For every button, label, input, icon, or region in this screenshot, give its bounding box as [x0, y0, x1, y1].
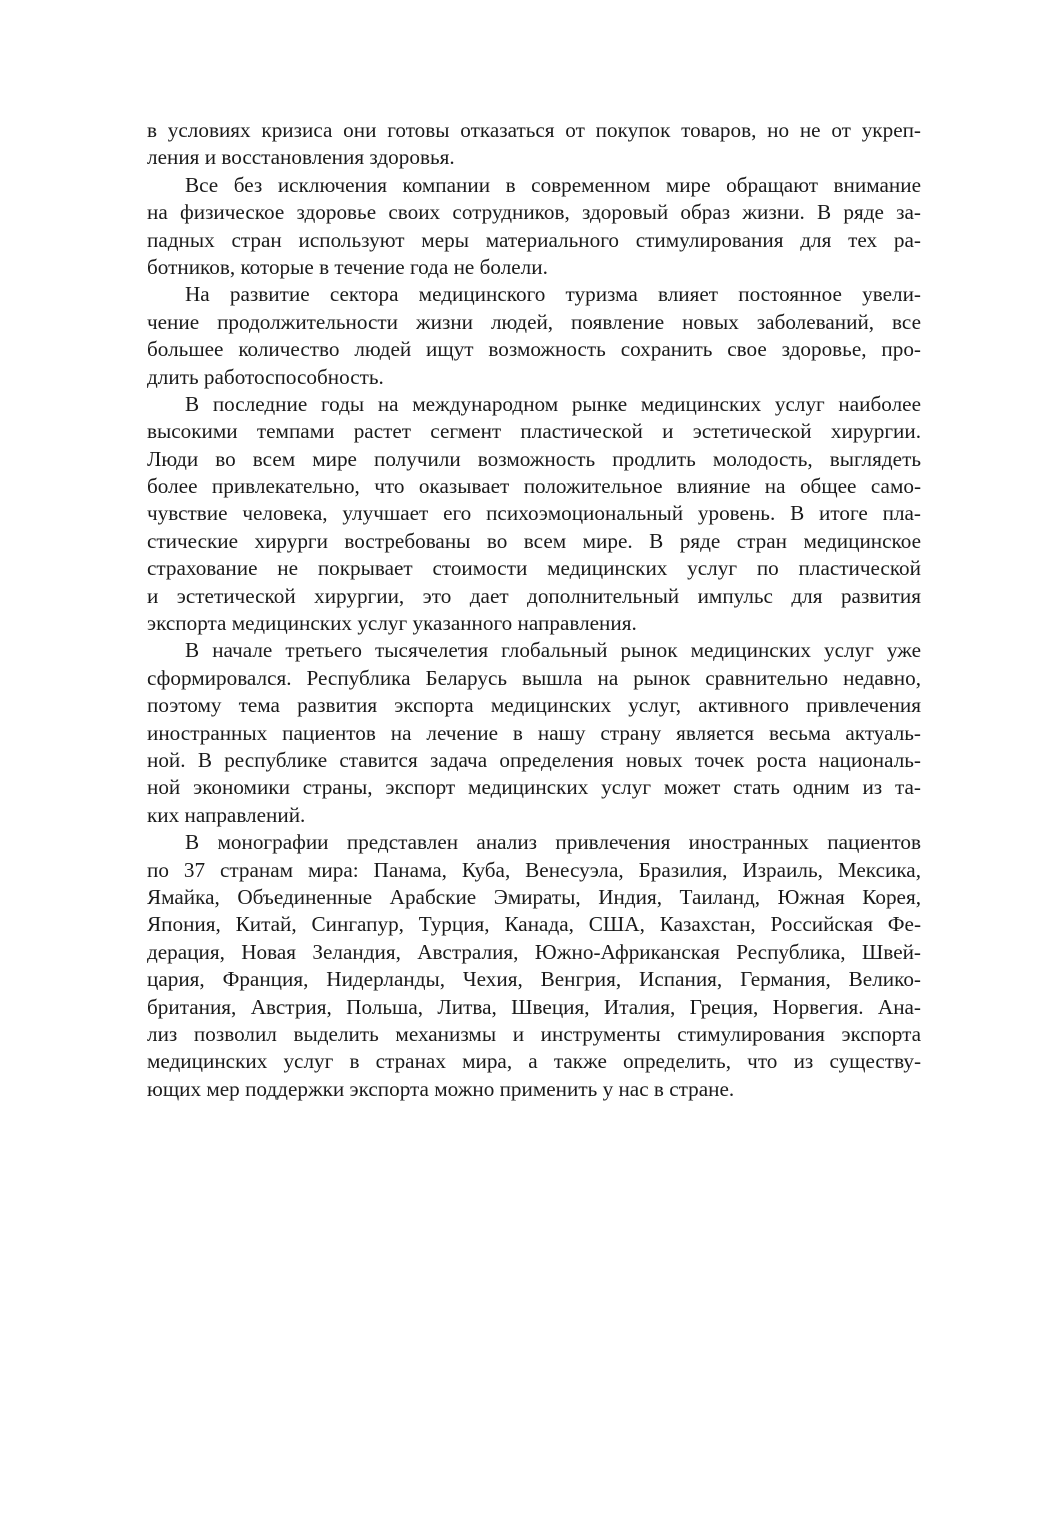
text-line: большее количество людей ищут возможность сохранить свое здоровье, про- — [147, 337, 921, 362]
text-line: чувствие человека, улучшает его психоэмоциональный уровень. В итоге пла- — [147, 501, 921, 526]
text-line: в условиях кризиса они готовы отказаться от покупок товаров, но не от укреп- — [147, 118, 921, 142]
paragraph-4 — [147, 391, 921, 638]
text-line: ной экономики страны, экспорт медицинских услуг может стать одним из та- — [147, 775, 921, 800]
document-page — [147, 117, 921, 1103]
text-line: ботников, которые в течение года не болели. — [147, 254, 548, 279]
text-line: и эстетической хирургии, это дает дополнительный импульс для развития — [147, 583, 921, 608]
text-line: ющих мер поддержки экспорта можно применить у нас в стране. — [147, 1076, 735, 1101]
text-line: на физическое здоровье своих сотрудников, здоровый образ жизни. В ряде за- — [147, 200, 921, 225]
text-line: ких направлений. — [147, 802, 306, 827]
text-line: В последние годы на международном рынке медицинских услуг наиболее — [185, 391, 921, 416]
text-line: В монографии представлен анализ привлечения иностранных пациентов — [185, 830, 921, 855]
text-line: сформировался. Республика Беларусь вышла на рынок сравнительно недавно, — [147, 665, 921, 690]
text-line: длить работоспособность. — [147, 364, 384, 389]
text-line: британия, Австрия, Польша, Литва, Швеция, Италия, Греция, Норвегия. Ана- — [147, 994, 921, 1019]
text-line: цария, Франция, Нидерланды, Чехия, Венгрия, Испания, Германия, Велико- — [147, 967, 921, 992]
text-line: по 37 странам мира: Панама, Куба, Венесуэла, Бразилия, Израиль, Мексика, — [147, 857, 921, 882]
text-line: На развитие сектора медицинского туризма влияет постоянное увели- — [185, 282, 921, 307]
text-line: дерация, Новая Зеландия, Австралия, Южно-Африканская Республика, Швей- — [147, 939, 921, 964]
text-line: иностранных пациентов на лечение в нашу страну является весьма актуаль- — [147, 720, 921, 745]
text-line: Все без исключения компании в современном мире обращают внимание — [185, 172, 921, 197]
text-line: экспорта медицинских услуг указанного направления. — [147, 611, 637, 636]
text-line: медицинских услуг в странах мира, а также определить, что из существу- — [147, 1049, 921, 1074]
paragraph-1 — [147, 117, 921, 172]
text-line: Япония, Китай, Сингапур, Турция, Канада, США, Казахстан, Российская Фе- — [147, 912, 921, 937]
text-line: поэтому тема развития экспорта медицинских услуг, активного привлечения — [147, 693, 921, 718]
text-line: стические хирурги востребованы во всем мире. В ряде стран медицинское — [147, 528, 921, 553]
text-line: страхование не покрывает стоимости медицинских услуг по пластической — [147, 556, 921, 581]
text-line: падных стран используют меры материального стимулирования для тех ра- — [147, 227, 921, 252]
text-line: В начале третьего тысячелетия глобальный рынок медицинских услуг уже — [185, 638, 921, 663]
text-line: ления и восстановления здоровья. — [147, 145, 455, 170]
paragraph-3 — [147, 281, 921, 391]
paragraph-2 — [147, 172, 921, 282]
text-line: Люди во всем мире получили возможность продлить молодость, выглядеть — [147, 446, 921, 471]
text-line: чение продолжительности жизни людей, появление новых заболеваний, все — [147, 309, 921, 334]
text-line: ной. В республике ставится задача определения новых точек роста националь- — [147, 747, 921, 772]
paragraph-6 — [147, 829, 921, 1103]
text-line: лиз позволил выделить механизмы и инструменты стимулирования экспорта — [147, 1021, 921, 1046]
paragraph-5 — [147, 637, 921, 829]
text-line: Ямайка, Объединенные Арабские Эмираты, Индия, Таиланд, Южная Корея, — [147, 884, 921, 909]
text-line: высокими темпами растет сегмент пластической и эстетической хирургии. — [147, 419, 921, 444]
text-line: более привлекательно, что оказывает положительное влияние на общее само- — [147, 474, 921, 499]
